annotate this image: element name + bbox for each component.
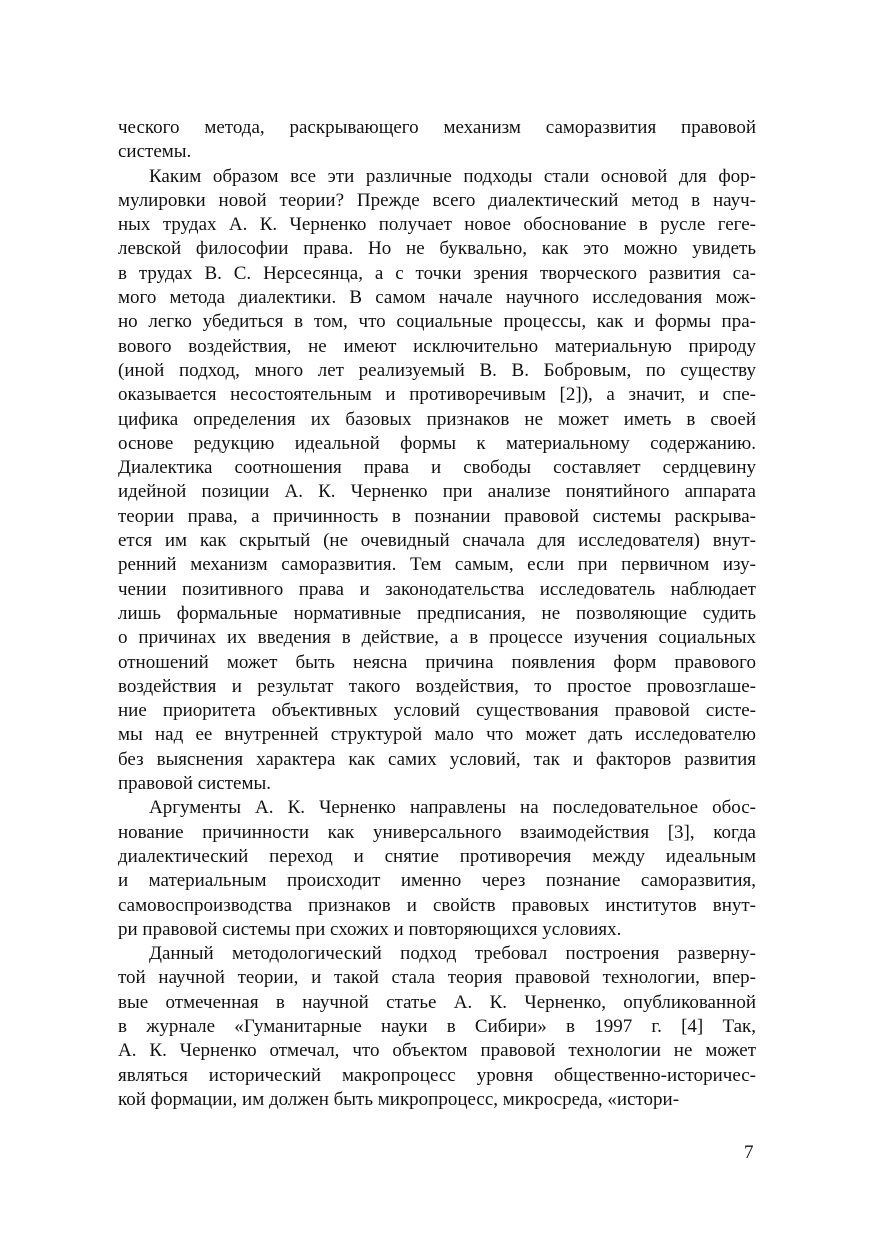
text-line: ческого метода, раскрывающего механизм саморазвития правовой	[118, 117, 756, 138]
text-line: ренний механизм саморазвития. Тем самым, если при первичном изу-	[118, 554, 756, 576]
text-line: чении позитивного права и законодательства исследователь наблюдает	[118, 578, 756, 600]
text-line: оказывается несостоятельным и противоречивым [2]), а значит, и спе-	[118, 384, 756, 406]
text-line: воздействия и результат такого воздействия, то простое провозглаше-	[118, 675, 756, 697]
paragraph	[118, 116, 756, 165]
text-line: вового воздействия, не имеют исключительно материальную природу	[118, 335, 756, 357]
page-number: 7	[744, 1142, 754, 1163]
text-line: кой формации, им должен быть микропроцесс, микросреда, «истори-	[118, 1088, 680, 1110]
paragraph	[118, 796, 756, 942]
text-line: лишь формальные нормативные предписания, не позволяющие судить	[118, 602, 756, 624]
text-line: и материальным происходит именно через познание саморазвития,	[118, 870, 756, 892]
text-line: основе редукцию идеальной формы к материальному содержанию.	[118, 432, 756, 454]
text-line: вые отмеченная в научной статье А. К. Черненко, опубликованной	[118, 991, 756, 1013]
text-line: ри правовой системы при схожих и повторяющихся условиях.	[118, 918, 622, 940]
text-line: Диалектика соотношения права и свободы составляет сердцевину	[118, 457, 756, 479]
text-line: теории права, а причинность в познании правовой системы раскрыва-	[118, 505, 756, 527]
text-line: Аргументы А. К. Черненко направлены на последовательное обос-	[149, 797, 756, 819]
text-line: цифика определения их базовых признаков не может иметь в своей	[118, 408, 756, 430]
page-body-text	[118, 116, 756, 1112]
text-line: (иной подход, много лет реализуемый В. В. Бобровым, по существу	[118, 359, 756, 381]
text-line: ние приоритета объективных условий существования правовой систе-	[118, 700, 756, 722]
text-line: системы.	[118, 141, 192, 163]
text-line: нование причинности как универсального взаимодействия [3], когда	[118, 821, 756, 843]
text-line: правовой системы.	[118, 773, 272, 795]
text-line: самовоспроизводства признаков и свойств правовых институтов внут-	[118, 894, 756, 916]
text-line: мы над ее внутренней структурой мало что может дать исследователю	[118, 724, 756, 746]
text-line: мулировки новой теории? Прежде всего диалектический метод в науч-	[118, 189, 756, 211]
text-line: ется им как скрытый (не очевидный сначала для исследователя) внут-	[118, 530, 756, 552]
text-line: в трудах В. С. Нерсесянца, а с точки зрения творческого развития са-	[118, 262, 756, 284]
text-line: без выяснения характера как самих условий, так и факторов развития	[118, 748, 756, 770]
text-line: левской философии права. Но не буквально, как это можно увидеть	[118, 238, 756, 260]
text-line: идейной позиции А. К. Черненко при анализе понятийного аппарата	[118, 481, 756, 503]
text-line: отношений может быть неясна причина появления форм правового	[118, 651, 756, 673]
text-line: той научной теории, и такой стала теория правовой технологии, впер-	[118, 967, 756, 989]
text-line: Данный методологический подход требовал построения разверну-	[149, 943, 756, 965]
text-line: ных трудах А. К. Черненко получает новое обоснование в русле геге-	[118, 214, 756, 236]
text-line: о причинах их введения в действие, а в процессе изучения социальных	[118, 627, 756, 649]
paragraph	[118, 942, 756, 1112]
text-line: А. К. Черненко отмечал, что объектом правовой технологии не может	[118, 1040, 756, 1062]
text-line: мого метода диалектики. В самом начале научного исследования мож-	[118, 287, 756, 309]
text-line: но легко убедиться в том, что социальные процессы, как и формы пра-	[118, 311, 756, 333]
text-line: являться исторический макропроцесс уровня общественно-историчес-	[118, 1064, 756, 1086]
text-line: Каким образом все эти различные подходы стали основой для фор-	[149, 165, 756, 187]
paragraph	[118, 165, 756, 797]
text-line: в журнале «Гуманитарные науки в Сибири» в 1997 г. [4] Так,	[118, 1015, 756, 1037]
text-line: диалектический переход и снятие противоречия между идеальным	[118, 845, 756, 867]
